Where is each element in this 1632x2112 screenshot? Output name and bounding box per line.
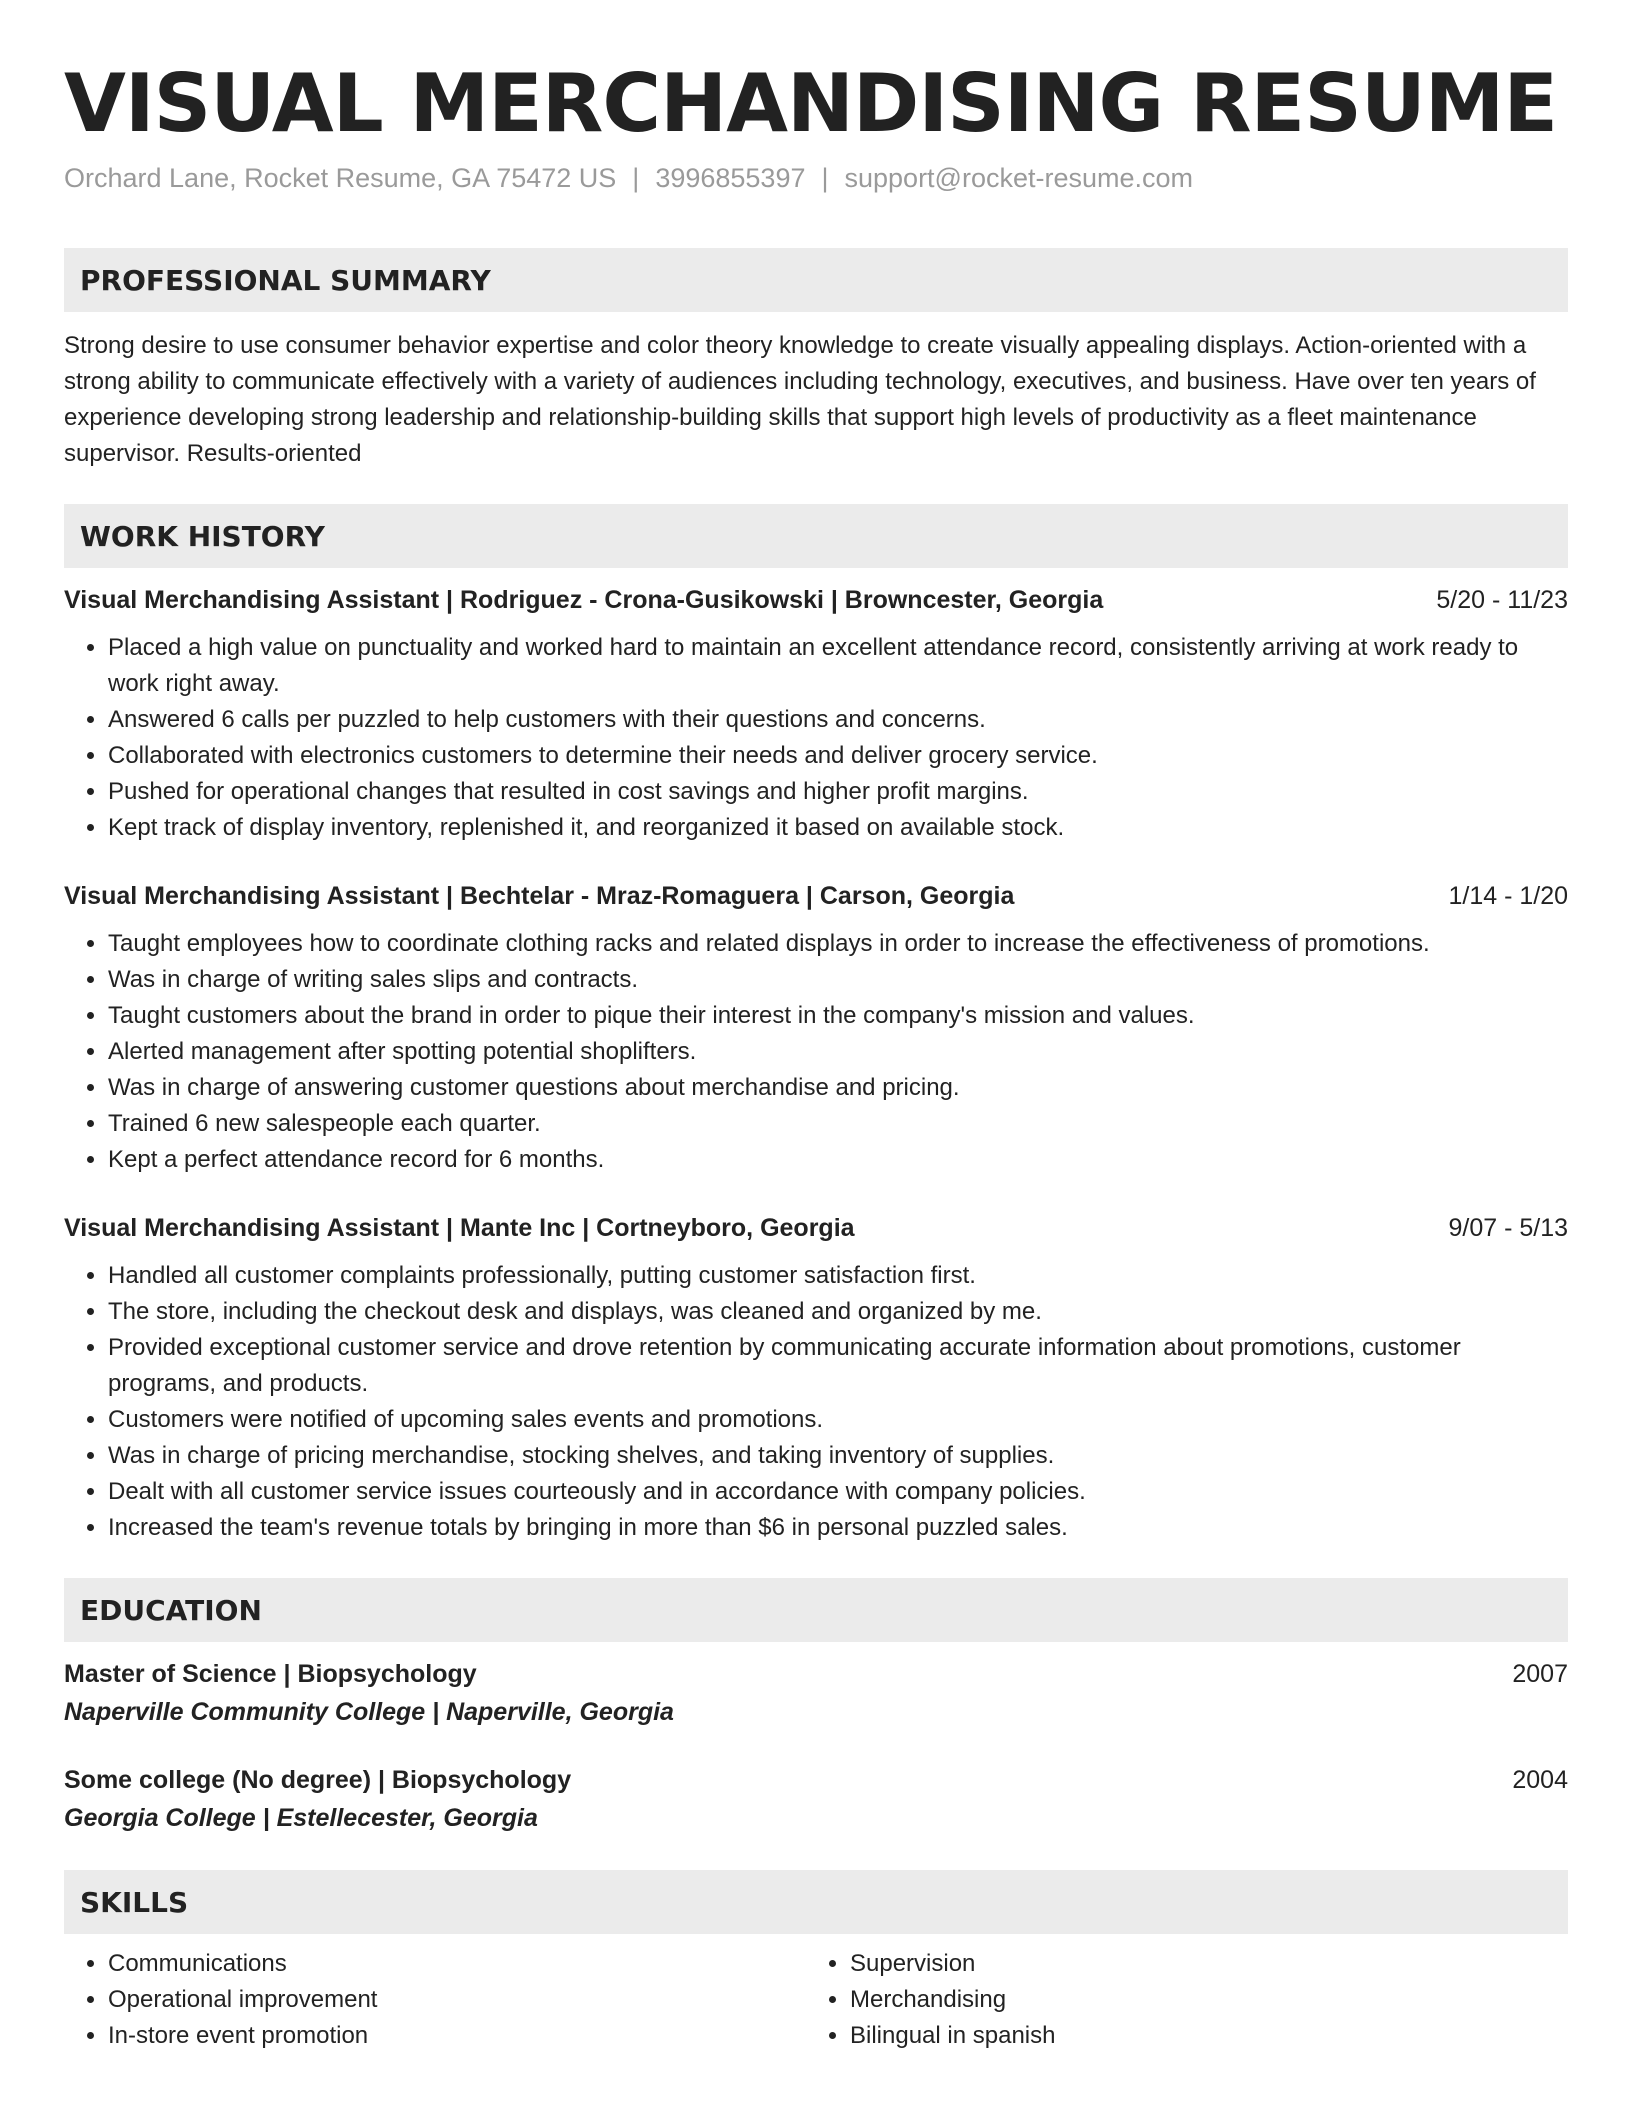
job-bullets [64, 926, 1568, 1178]
education-year: 2004 [1512, 1766, 1568, 1794]
skill-item: • Merchandising [850, 1982, 1548, 2018]
skill-item: • Communications [108, 1946, 806, 1982]
job-bullet: • The store, including the checkout desk and displays, was cleaned and organized by me. [108, 1294, 1568, 1330]
contact-email[interactable]: support@rocket-resume.com [844, 163, 1194, 193]
job-bullet: • Taught employees how to coordinate clothing racks and related displays in order to increase the effectiveness of promotions. [108, 926, 1568, 962]
job-dates: 1/14 - 1/20 [1448, 882, 1568, 910]
job-bullet: • Customers were notified of upcoming sales events and promotions. [108, 1402, 1568, 1438]
job-bullet: • Kept a perfect attendance record for 6 months. [108, 1142, 1568, 1178]
job-title: Visual Merchandising Assistant | Rodriguez - Crona-Gusikowski | Browncester, Georgia [64, 586, 1104, 614]
job-title: Visual Merchandising Assistant | Mante Inc | Cortneyboro, Georgia [64, 1214, 855, 1242]
job-bullet: • Kept track of display inventory, replenished it, and reorganized it based on available stock. [108, 810, 1568, 846]
job-bullet: • Placed a high value on punctuality and worked hard to maintain an excellent attendance record, consistently arriving at work ready to work right away. [108, 630, 1568, 702]
job-bullet: • Dealt with all customer service issues courteously and in accordance with company policies. [108, 1474, 1568, 1510]
skills-column-left [64, 1946, 806, 2054]
contact-address: Orchard Lane, Rocket Resume, GA 75472 US [64, 163, 617, 193]
education-entry [64, 1656, 1568, 1732]
skills-list [64, 1946, 1568, 2054]
job-bullet: • Increased the team's revenue totals by bringing in more than $6 in personal puzzled sales. [108, 1510, 1568, 1546]
skill-item: • Operational improvement [108, 1982, 806, 2018]
section-heading-work-history: WORK HISTORY [64, 504, 1568, 568]
job-bullet: • Was in charge of pricing merchandise, stocking shelves, and taking inventory of supplies. [108, 1438, 1568, 1474]
contact-separator: | [821, 163, 829, 193]
education-school: Georgia College | Estellecester, Georgia [64, 1804, 538, 1832]
contact-separator: | [632, 163, 640, 193]
education-year: 2007 [1512, 1660, 1568, 1688]
skills-column-right [806, 1946, 1548, 2054]
contact-phone: 3996855397 [655, 163, 806, 193]
education-degree: Master of Science | Biopsychology [64, 1660, 477, 1688]
job-bullet: • Taught customers about the brand in order to pique their interest in the company's mission and values. [108, 998, 1568, 1034]
job-bullets [64, 1258, 1568, 1546]
job-bullet: • Handled all customer complaints professionally, putting customer satisfaction first. [108, 1258, 1568, 1294]
section-heading-skills: SKILLS [64, 1870, 1568, 1934]
job-bullet: • Pushed for operational changes that resulted in cost savings and higher profit margins. [108, 774, 1568, 810]
summary-text: Strong desire to use consumer behavior expertise and color theory knowledge to create visually appealing displays. Action-oriented with a strong ability to communicate effectively with a variety of audiences including technology, executives, and business. Have over ten years of experience developing strong leadership and relationship-building skills that support high levels of productivity as a fleet maintenance supervisor. Results-oriented [64, 332, 1536, 467]
resume-title: VISUAL MERCHANDISING RESUME [64, 57, 1558, 150]
job-header [64, 878, 1568, 914]
job-bullets [64, 630, 1568, 846]
skill-item: • Bilingual in spanish [850, 2018, 1548, 2054]
section-heading-summary: PROFESSIONAL SUMMARY [64, 248, 1568, 312]
job-bullet: • Was in charge of answering customer questions about merchandise and pricing. [108, 1070, 1568, 1106]
job-entry [64, 1210, 1568, 1546]
contact-line [64, 160, 1568, 196]
job-bullet: • Provided exceptional customer service and drove retention by communicating accurate information about promotions, customer programs, and products. [108, 1330, 1568, 1402]
section-heading-education: EDUCATION [64, 1578, 1568, 1642]
job-header [64, 1210, 1568, 1246]
job-dates: 5/20 - 11/23 [1436, 586, 1568, 614]
job-bullet: • Was in charge of writing sales slips and contracts. [108, 962, 1568, 998]
job-header [64, 582, 1568, 618]
job-dates: 9/07 - 5/13 [1448, 1214, 1568, 1242]
education-entry [64, 1762, 1568, 1838]
education-school: Naperville Community College | Naperville, Georgia [64, 1698, 674, 1726]
job-entry [64, 582, 1568, 846]
skill-item: • Supervision [850, 1946, 1548, 1982]
education-degree: Some college (No degree) | Biopsychology [64, 1766, 572, 1794]
job-bullet: • Alerted management after spotting potential shoplifters. [108, 1034, 1568, 1070]
education-header [64, 1656, 1568, 1692]
job-bullet: • Answered 6 calls per puzzled to help customers with their questions and concerns. [108, 702, 1568, 738]
job-bullet: • Trained 6 new salespeople each quarter. [108, 1106, 1568, 1142]
skill-item: • In-store event promotion [108, 2018, 806, 2054]
job-title: Visual Merchandising Assistant | Bechtelar - Mraz-Romaguera | Carson, Georgia [64, 882, 1015, 910]
job-bullet: • Collaborated with electronics customers to determine their needs and deliver grocery service. [108, 738, 1568, 774]
job-entry [64, 878, 1568, 1178]
education-header [64, 1762, 1568, 1798]
